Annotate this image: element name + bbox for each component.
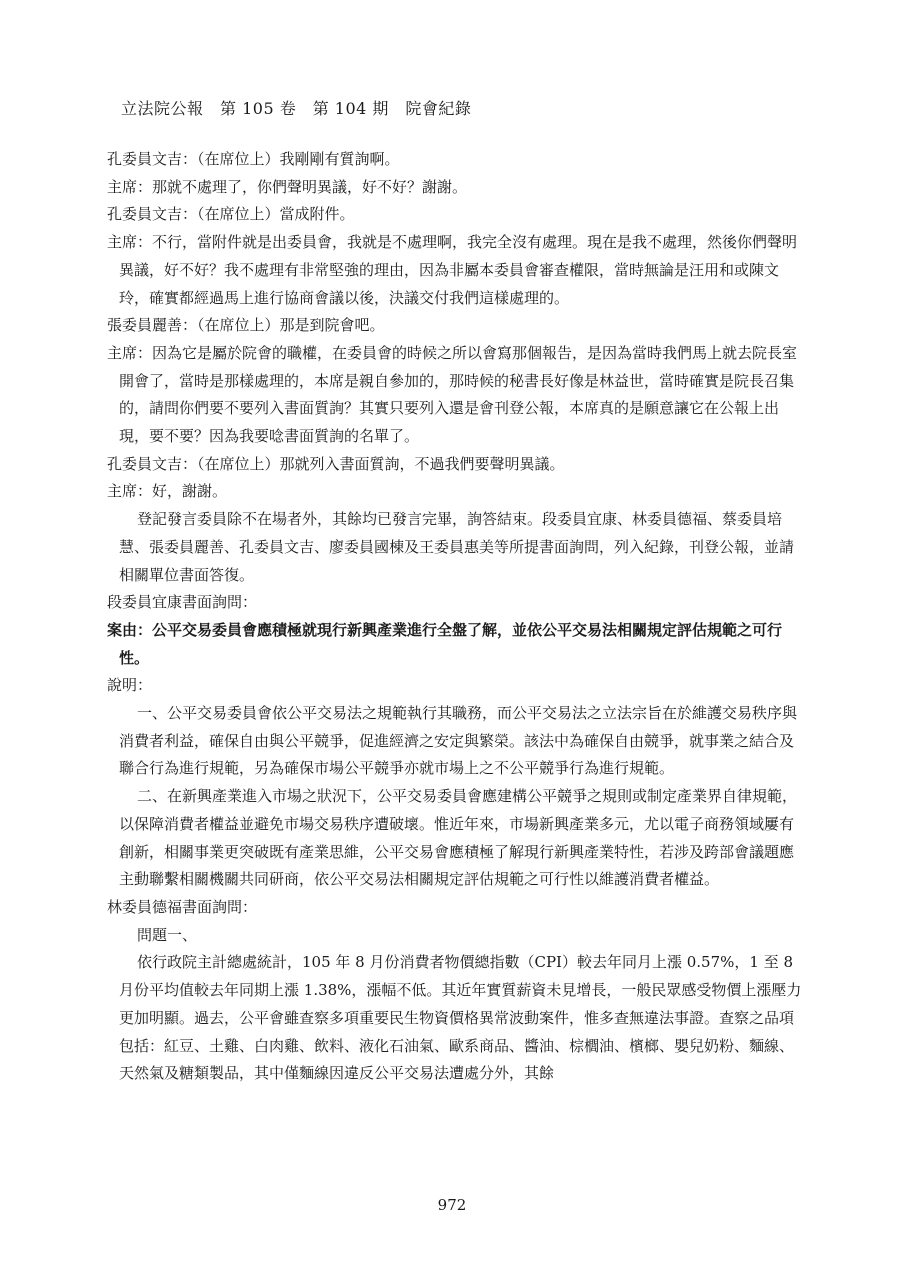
paragraph: 問題一、: [137, 925, 198, 944]
paragraph: 依行政院主計總處統計，105 年 8 月份消費者物價總指數（CPI）較去年同月上漲 0.57%，1 至 8 月份平均值較去年同期上漲 1.38%，漲幅不低。其近年實質薪資未見增長，一般民眾感受物價上漲壓力更加明顯。過去，公平會雖查察多項重要民生物資價格異常波動案件，惟多查無違法事證。查察之品項包括：紅豆、土雞、白肉雞、飲料、液化石油氣、歐系商品、醬油、棕櫚油、檳榔、嬰兒奶粉、麵線、天然氣及糖類製品，其中僅麵線因違反公平交易法遭處分外，其餘: [119, 953, 802, 1083]
minutes-body: [107, 146, 807, 1088]
paragraph: 說明：: [107, 676, 153, 695]
paragraph: 主席：不行，當附件就是出委員會，我就是不處理啊，我完全沒有處理。現在是我不處理，然後你們聲明異議，好不好？我不處理有非常堅強的理由，因為非屬本委員會審查權限，當時無論是汪用和或陳文玲，確實都經過馬上進行協商會議以後，決議交付我們這樣處理的。: [107, 233, 798, 307]
paragraph: 段委員宜康書面詢問：: [107, 593, 258, 612]
gazette-header: 立法院公報 第 105 卷 第 104 期 院會紀錄: [121, 99, 472, 118]
paragraph: 孔委員文吉：（在席位上）當成附件。: [107, 205, 355, 224]
paragraph: 主席：那就不處理了，你們聲明異議，好不好？謝謝。: [107, 177, 468, 196]
page-number: 972: [437, 1196, 467, 1214]
paragraph: 孔委員文吉：（在席位上）我剛剛有質詢啊。: [107, 150, 400, 168]
paragraph: 張委員麗善：（在席位上）那是到院會吧。: [107, 316, 385, 335]
paragraph: 登記發言委員除不在場者外，其餘均已發言完畢，詢答結束。段委員宜康、林委員德福、蔡委員培慧、張委員麗善、孔委員文吉、廖委員國棟及王委員惠美等所提書面詢問，列入紀錄，刊登公報，並請相關單位書面答復。: [119, 510, 795, 584]
paragraph: 林委員德福書面詢問：: [107, 897, 258, 916]
paragraph: 孔委員文吉：（在席位上）那就列入書面質詢，不過我們要聲明異議。: [107, 454, 565, 473]
paragraph: 一、公平交易委員會依公平交易法之規範執行其職務，而公平交易法之立法宗旨在於維護交易秩序與消費者利益，確保自由與公平競爭，促進經濟之安定與繁榮。該法中為確保自由競爭，就事業之結合及聯合行為進行規範，另為確保市場公平競爭亦就市場上之不公平競爭行為進行規範。: [119, 704, 798, 778]
paragraph: 案由：公平交易委員會應積極就現行新興產業進行全盤了解，並依公平交易法相關規定評估規範之可行性。: [107, 620, 783, 667]
paragraph: 主席：好，謝謝。: [107, 482, 228, 501]
paragraph: 二、在新興產業進入市場之狀況下，公平交易委員會應建構公平競爭之規則或制定產業界自律規範，以保障消費者權益並避免市場交易秩序遭破壞。惟近年來，市場新興產業多元，尤以電子商務領域屢有創新，相關事業更突破既有產業思維，公平交易會應積極了解現行新興產業特性，若涉及跨部會議題應主動聯繫相關機關共同研商，依公平交易法相關規定評估規範之可行性以維護消費者權益。: [119, 787, 798, 889]
paragraph: 主席：因為它是屬於院會的職權，在委員會的時候之所以會寫那個報告，是因為當時我們馬上就去院長室開會了，當時是那樣處理的，本席是親自參加的，那時候的秘書長好像是林益世，當時確實是院長召集的，請問你們要不要列入書面質詢？其實只要列入還是會刊登公報，本席真的是願意讓它在公報上出現，要不要？因為我要唸書面質詢的名單了。: [107, 343, 798, 446]
